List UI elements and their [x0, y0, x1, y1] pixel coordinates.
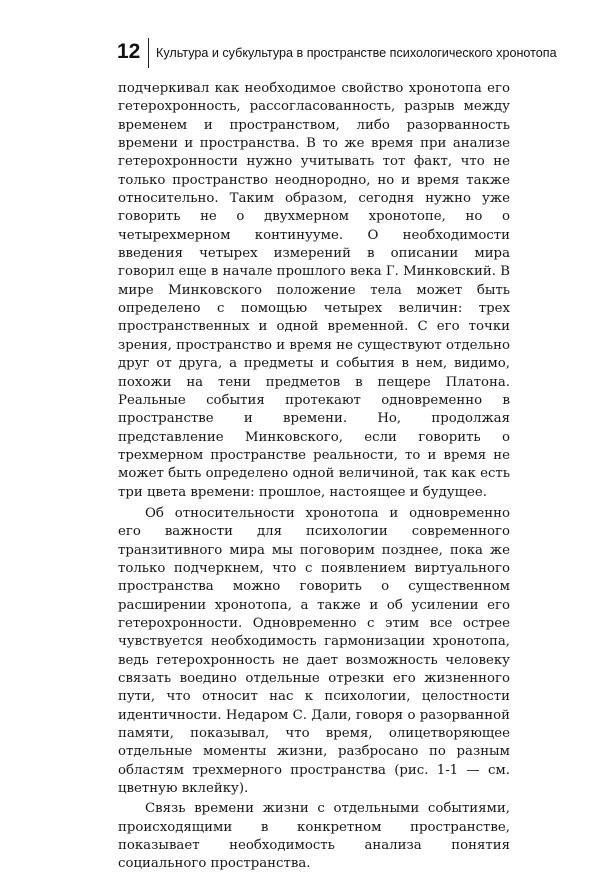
running-title: Культура и субкультура в пространстве психологического хронотопа: [156, 46, 557, 60]
page-number: 12: [117, 40, 141, 63]
paragraph-3: Связь времени жизни с отдельными событиями, происходящими в конкретном пространстве, показывает необходимость анализа понятия социального пространства.: [118, 801, 510, 872]
page-header: [117, 38, 557, 72]
header-divider: [148, 38, 149, 68]
paragraph-1: подчеркивал как необходимое свойство хронотопа его гетерохронность, рассогласованность, разрыв между временем и пространством, либо разорванность времени и пространства. В то же время при анализе гетерохронности нужно учитывать тот факт, что не только пространство неоднородно, но и время также относительно. Таким образом, сегодня нужно уже говорить не о двухмерном хронотопе, но о четырехмерном континууме. О необходимости введения четырех измерений в описании мира говорил еще в начале прошлого века Г. Минковский. В мире Минковского положение тела может быть определено с помощью четырех величин: трех пространственных и одной временной. С его точки зрения, пространство и время не существуют отдельно друг от друга, а предметы и события в нем, видимо, похожи на тени предметов в пещере Платона. Реальные события протекают одновременно в пространстве и времени. Но, продолжая представление Минковского, если говорить о трехмерном пространстве реальности, то и время не может быть определено одной величиной, так как есть три цвета времени: прошлое, настоящее и будущее.: [118, 81, 510, 500]
paragraph-2: Об относительности хронотопа и одновременно его важности для психологии современного транзитивного мира мы поговорим позднее, пока же только подчеркнем, что с появлением виртуального пространства можно говорить о существенном расширении хронотопа, а также и об усилении его гетерохронности. Одновременно с этим все острее чувствуется необходимость гармонизации хронотопа, ведь гетерохронность не дает возможность человеку связать воедино отдельные отрезки его жизненного пути, что относит нас к психологии, целостности идентичности. Недаром С. Дали, говоря о разорванной памяти, показывал, что время, олицетворяющее отдельные моменты жизни, разбросано по разным областям трехмерного пространства (рис. 1-1 — см. цветную вклейку).: [118, 505, 510, 797]
body-text: [118, 80, 510, 874]
